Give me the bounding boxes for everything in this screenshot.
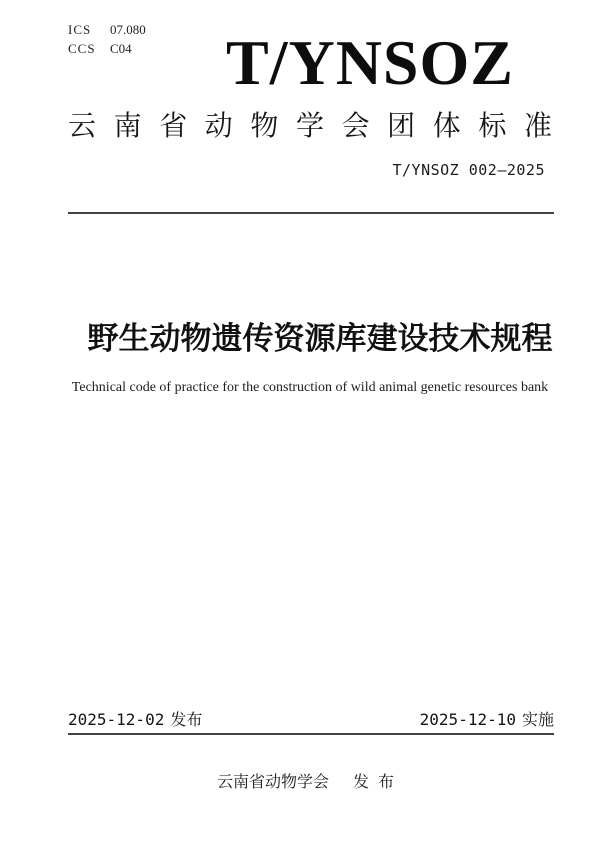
header-divider	[68, 212, 554, 214]
implementation-date: 2025-12-10	[419, 710, 516, 729]
ccs-label: CCS	[68, 41, 96, 56]
ccs-code-line	[68, 39, 146, 58]
issue-label: 发布	[170, 712, 203, 729]
heading-char: 会	[341, 110, 370, 141]
heading-char: 南	[113, 110, 142, 141]
heading-char: 学	[295, 110, 324, 141]
heading-char: 云	[68, 110, 97, 141]
issue-date: 2025-12-02	[68, 710, 165, 729]
heading-char: 省	[159, 110, 188, 141]
ics-value: 07.080	[110, 22, 146, 37]
standard-org-code: T/YNSOZ	[226, 27, 514, 98]
footer-divider	[68, 733, 554, 735]
document-title-zh: 野生动物遗传资源库建设技术规程	[87, 321, 553, 356]
society-standard-heading	[68, 107, 552, 145]
heading-char: 准	[523, 110, 552, 141]
standard-number: T/YNSOZ 002—2025	[392, 161, 545, 179]
publisher-line	[68, 773, 552, 793]
publisher-name: 云南省动物学会	[216, 774, 329, 791]
classification-codes	[68, 20, 146, 58]
dates-row	[68, 709, 554, 731]
heading-char: 动	[204, 110, 233, 141]
heading-char: 物	[250, 110, 279, 141]
implementation-date-line	[420, 709, 554, 731]
ccs-value: C04	[110, 41, 132, 56]
heading-char: 体	[432, 110, 461, 141]
implementation-label: 实施	[521, 712, 554, 729]
ics-label: ICS	[68, 22, 92, 37]
document-title-en: Technical code of practice for the construction of wild animal genetic resources bank	[71, 380, 549, 395]
ics-code-line	[68, 20, 146, 39]
heading-char: 团	[387, 110, 416, 141]
publish-label: 发布	[353, 774, 404, 791]
issue-date-line	[68, 709, 202, 731]
heading-char: 标	[478, 110, 507, 141]
